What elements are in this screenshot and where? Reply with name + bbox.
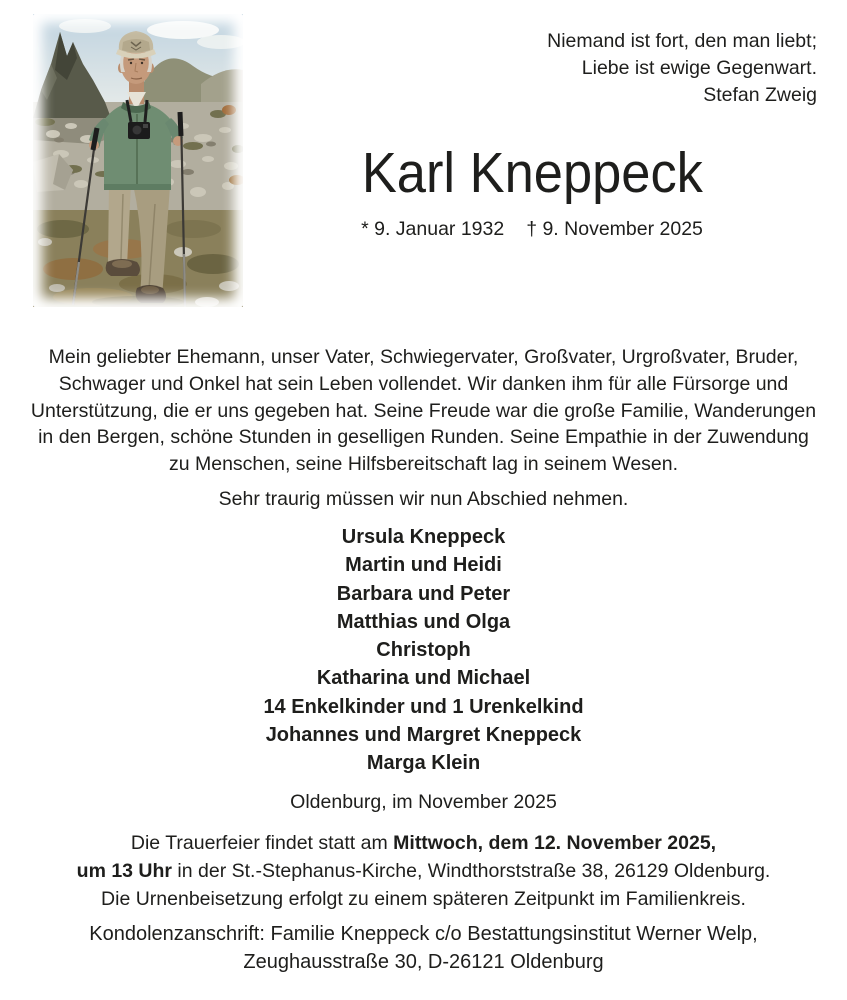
eulogy-line: in den Bergen, schöne Stunden in geselligen Runden. Seine Empathie in der Zuwendung bbox=[38, 426, 809, 449]
mourner-name: Matthias und Olga bbox=[336, 610, 511, 633]
mourner-name: 14 Enkelkinder und 1 Urenkelkind bbox=[263, 695, 584, 718]
mourner-name: Katharina und Michael bbox=[316, 667, 531, 690]
deceased-name bbox=[243, 142, 821, 204]
condolence-address bbox=[0, 921, 847, 976]
mourners-list bbox=[0, 523, 847, 778]
mourner-name: Marga Klein bbox=[366, 752, 481, 775]
condolence-line: Kondolenzanschrift: Familie Kneppeck c/o Bestattungsinstitut Werner Welp, bbox=[89, 923, 758, 945]
life-dates bbox=[243, 218, 821, 241]
funeral-announcement bbox=[0, 829, 847, 913]
quote-line: Liebe ist ewige Gegenwart. bbox=[581, 57, 817, 79]
funeral-line: Die Trauerfeier findet statt am Mittwoch, dem 12. November 2025, bbox=[130, 832, 717, 854]
mourner-name: Christoph bbox=[376, 639, 471, 662]
eulogy-line: Schwager und Onkel hat sein Leben vollendet. Wir danken ihm für alle Fürsorge und bbox=[58, 372, 789, 395]
eulogy-line: zu Menschen, seine Hilfsbereitschaft lag in seinem Wesen. bbox=[168, 453, 679, 476]
hiking-photo-illustration bbox=[33, 14, 243, 307]
funeral-line: um 13 Uhr in der St.-Stephanus-Kirche, Windthorststraße 38, 26129 Oldenburg. bbox=[76, 860, 771, 882]
death-date: † 9. November 2025 bbox=[526, 218, 703, 240]
quote-attribution: Stefan Zweig bbox=[703, 84, 817, 106]
eulogy-line: Mein geliebter Ehemann, unser Vater, Schwiegervater, Großvater, Urgroßvater, Bruder, bbox=[48, 346, 799, 368]
mourner-name: Johannes und Margret Kneppeck bbox=[265, 724, 582, 747]
birth-date: * 9. Januar 1932 bbox=[361, 218, 505, 240]
condolence-line: Zeughausstraße 30, D-26121 Oldenburg bbox=[243, 950, 604, 973]
funeral-time-bold: um 13 Uhr bbox=[76, 860, 173, 882]
funeral-date-bold: Mittwoch, dem 12. November 2025, bbox=[393, 832, 717, 854]
mourner-name: Barbara und Peter bbox=[336, 582, 511, 605]
quote-block bbox=[547, 28, 817, 109]
quote-line: Niemand ist fort, den man liebt; bbox=[547, 30, 817, 52]
deceased-photo bbox=[33, 14, 243, 307]
dateline: Oldenburg, im November 2025 bbox=[290, 791, 557, 813]
deceased-name-text: Karl Kneppeck bbox=[361, 141, 703, 205]
mourner-name: Ursula Kneppeck bbox=[341, 526, 506, 548]
funeral-line: Die Urnenbeisetzung erfolgt zu einem späteren Zeitpunkt im Familienkreis. bbox=[101, 888, 746, 910]
eulogy-line: Unterstützung, die er uns gegeben hat. Seine Freude war die große Familie, Wanderungen bbox=[30, 399, 817, 422]
farewell-text: Sehr traurig müssen wir nun Abschied nehmen. bbox=[218, 488, 629, 510]
mourner-name: Martin und Heidi bbox=[345, 554, 502, 577]
eulogy-paragraph bbox=[0, 344, 847, 478]
